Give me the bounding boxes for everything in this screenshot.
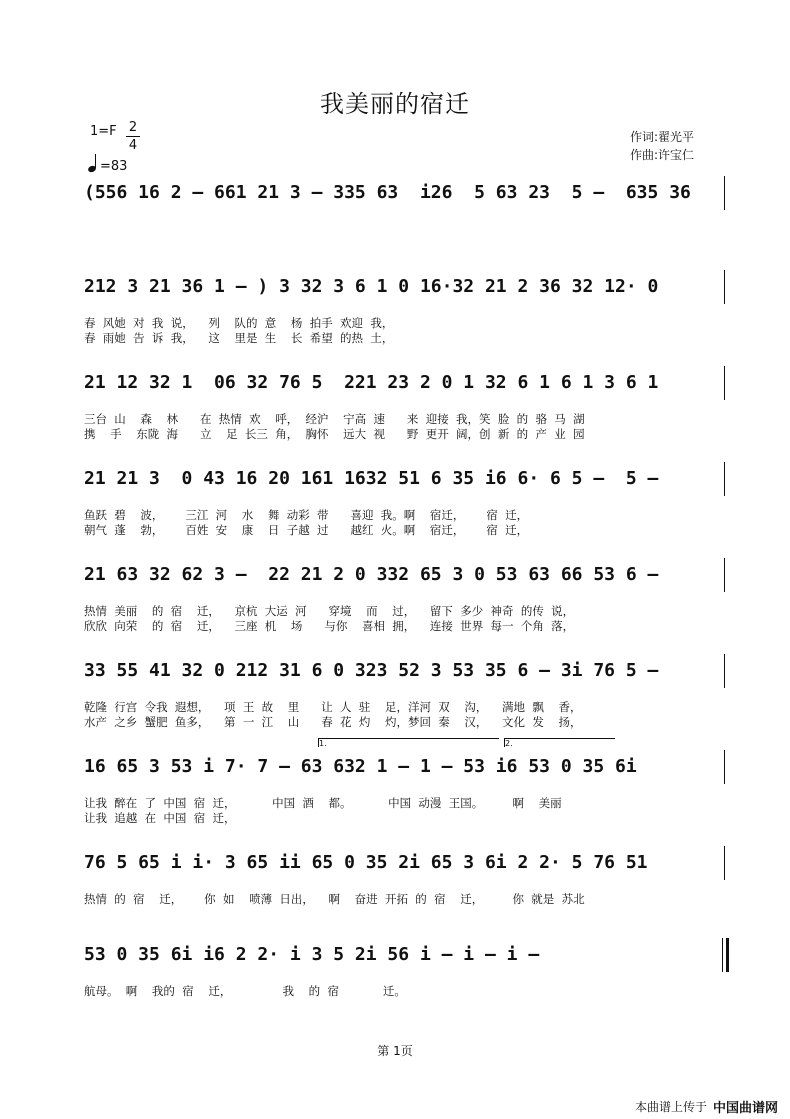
site-logo bbox=[713, 1097, 778, 1116]
lyric-line: 让我 追越 在 中国 宿 迁， bbox=[84, 811, 236, 825]
upload-label: 本曲谱上传于 bbox=[634, 1100, 707, 1114]
lyric-line: 三台 山 森 林 在 热情 欢 呼， 经沪 宁高 速 来 迎接 我，笑 脸 的 骆 马 湖 bbox=[84, 412, 585, 426]
bar-line bbox=[724, 270, 725, 304]
bar-line bbox=[724, 558, 725, 592]
lyric-line: 朝气 蓬 勃， 百姓 安 康 日 子越 过 越红 火。啊 宿迁， 宿 迁， bbox=[84, 523, 529, 537]
lyric-line: 春 风她 对 我 说， 列 队的 意 杨 拍手 欢迎 我， bbox=[84, 316, 394, 330]
bar-line bbox=[724, 846, 725, 880]
volta-second-ending: 2. bbox=[504, 738, 615, 747]
bar-line bbox=[722, 938, 723, 972]
upload-credit bbox=[635, 1097, 778, 1116]
lyric-line: 航母。 啊 我的 宿 迁， 我 的 宿 迁。 bbox=[84, 984, 406, 998]
lyric-line: 热情 的 宿 迁， 你 如 喷薄 日出， 啊 奋进 开拓 的 宿 迁， 你 就是 苏北 bbox=[84, 892, 585, 906]
notation-line: 33 55 41 32 0 212 31 6 0 323 52 3 53 35 6 – 3i 76 5 – bbox=[84, 660, 659, 681]
bar-line bbox=[724, 750, 725, 784]
lyric-line: 春 雨她 告 诉 我， 这 里是 生 长 希望 的热 土， bbox=[84, 331, 394, 345]
lyric-line: 热情 美丽 的 宿 迁， 京杭 大运 河 穿境 而 过， 留下 多少 神奇 的传 说， bbox=[84, 604, 575, 618]
notation-line: 212 3 21 36 1 – ) 3 32 3 6 1 0 16·32 21 2 36 32 12· 0 bbox=[84, 276, 659, 297]
notation-line: 21 63 32 62 3 – 22 21 2 0 332 65 3 0 53 63 66 53 6 – bbox=[84, 564, 659, 585]
notation-line: 21 12 32 1 06 32 76 5 221 23 2 0 1 32 6 1 6 1 3 6 1 bbox=[84, 372, 659, 393]
lyric-line: 让我 醉在 了 中国 宿 迁， 中国 酒 都。 中国 动漫 王国。 啊 美丽 bbox=[84, 796, 562, 810]
notation-line: 16 65 3 53 i 7· 7 – 63 632 1 – 1 – 53 i6 53 0 35 6i bbox=[84, 756, 637, 777]
lyricist: 作词:翟光平 bbox=[630, 130, 695, 144]
lyric-line: 鱼跃 碧 波， 三江 河 水 舞 动彩 带 喜迎 我。啊 宿迁， 宿 迁， bbox=[84, 508, 529, 522]
notation-line: 53 0 35 6i i6 2 2· i 3 5 2i 56 i – i – i – bbox=[84, 944, 540, 965]
composer: 作曲:许宝仁 bbox=[630, 148, 695, 162]
volta-first-ending: 1. bbox=[318, 738, 499, 747]
time-signature bbox=[126, 120, 140, 153]
tempo-value: =83 bbox=[100, 159, 128, 174]
quarter-note-icon bbox=[88, 154, 98, 174]
lyric-line: 携 手 东陇 海 立 足 长三 角， 胸怀 远大 视 野 更开 阔，创 新 的 产 业 园 bbox=[84, 427, 585, 441]
lyric-line: 乾隆 行宫 令我 遐想， 项 王 故 里 让 人 驻 足，洋河 双 沟， 满地 飘 香， bbox=[84, 700, 582, 714]
site-logo-text: 中国曲谱网 bbox=[712, 1101, 778, 1116]
time-bottom: 4 bbox=[128, 138, 138, 153]
lyric-line: 水产 之乡 蟹肥 鱼多， 第 一 江 山 春 花 灼 灼，梦回 秦 汉， 文化 发 扬， bbox=[84, 715, 582, 729]
bar-line bbox=[724, 176, 725, 210]
time-top: 2 bbox=[128, 120, 138, 135]
page-number: 第 1页 bbox=[377, 1044, 413, 1058]
notation-line: 76 5 65 i i· 3 65 ii 65 0 35 2i 65 3 6i 2 2· 5 76 51 bbox=[84, 852, 648, 873]
lyric-line: 欣欣 向荣 的 宿 迁， 三座 机 场 与你 喜相 拥， 连接 世界 每一 个角 落， bbox=[84, 619, 575, 633]
final-bar-line bbox=[726, 938, 729, 972]
bar-line bbox=[724, 654, 725, 688]
key-label: 1=F bbox=[90, 124, 117, 139]
notation-line: 21 21 3 0 43 16 20 161 1632 51 6 35 i6 6· 6 5 – 5 – bbox=[84, 468, 659, 489]
notation-line: (556 16 2 – 661 21 3 – 335 63 i26 5 63 23 5 – 635 36 bbox=[84, 182, 691, 203]
bar-line bbox=[724, 462, 725, 496]
page-title: 我美丽的宿迁 bbox=[320, 90, 470, 118]
bar-line bbox=[724, 366, 725, 400]
tempo-mark bbox=[88, 154, 127, 174]
credits bbox=[630, 128, 694, 164]
key-signature bbox=[90, 120, 138, 153]
